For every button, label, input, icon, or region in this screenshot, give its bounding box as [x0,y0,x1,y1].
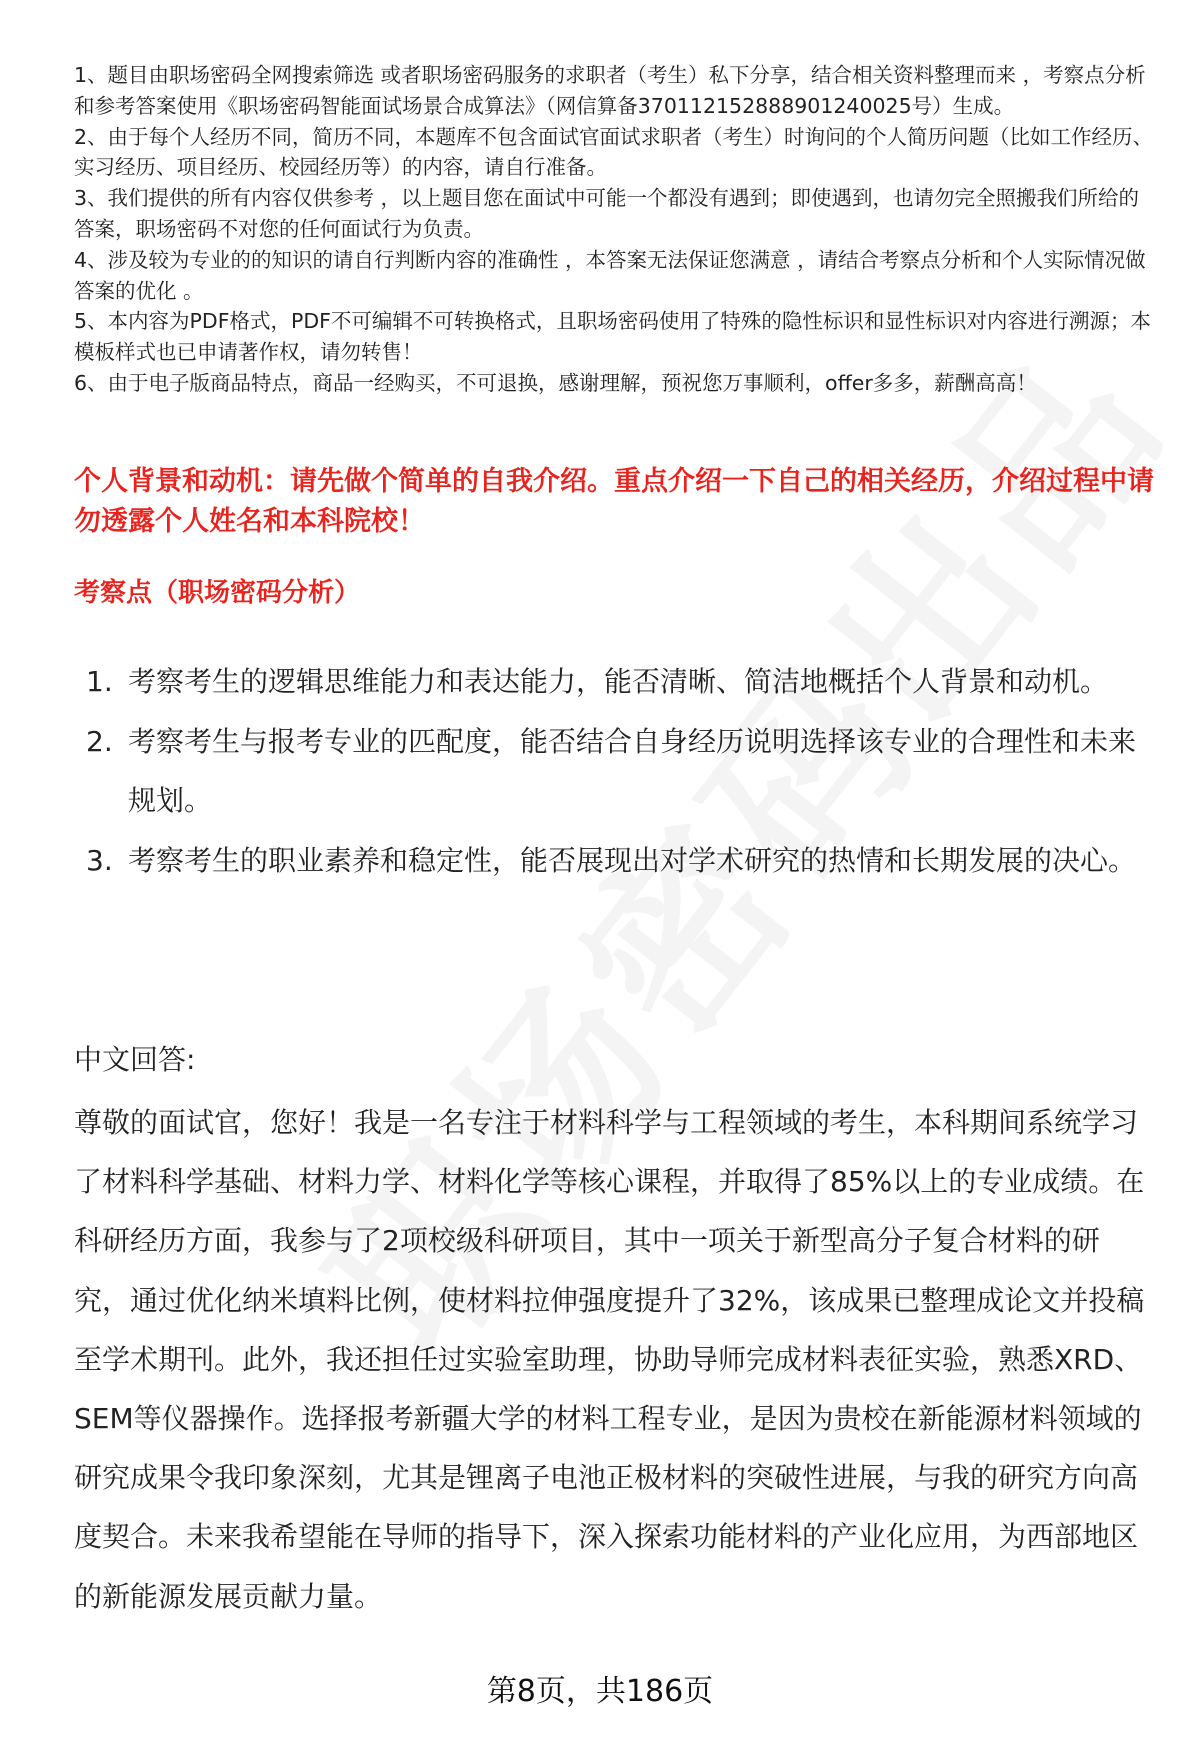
point-text: 考察考生与报考专业的匹配度，能否结合自身经历说明选择该专业的合理性和未来规划。 [128,725,1137,817]
notice-item: 2、由于每个人经历不同，简历不同，本题库不包含面试官面试求职者（考生）时询问的个人简历问题（比如工作经历、实习经历、项目经历、校园经历等）的内容，请自行准备。 [74,124,1154,180]
notice-item: 4、涉及较为专业的的知识的请自行判断内容的准确性 ，本答案无法保证您满意 ，请结合考察点分析和个人实际情况做答案的优化 。 [74,247,1146,303]
notice-item: 1、题目由职场密码全网搜索筛选 或者职场密码服务的求职者（考生）私下分享，结合相关资料整理而来 ，考察点分析和参考答案使用《职场密码智能面试场景合成算法》（网信算备370112152888901240025号）生成。 [74,63,1146,118]
point-text: 考察考生的逻辑思维能力和表达能力，能否清晰、简洁地概括个人背景和动机。 [128,665,1109,698]
assessment-point [74,712,1154,830]
page-number: 第8页，共186页 [486,1674,714,1709]
notice-block [74,60,1154,399]
answer-label: 中文回答: [74,1043,196,1076]
assessment-points-list [74,652,1154,891]
notice-item: 6、由于电子版商品特点，商品一经购买，不可退换，感谢理解，预祝您万事顺利，offer多多，薪酬高高！ [74,370,1037,395]
section-title: 考察点（职场密码分析） [74,578,361,608]
assessment-point [74,831,1154,890]
point-number: 3. [86,844,113,877]
assessment-point [74,652,1154,711]
point-text: 考察考生的职业素养和稳定性，能否展现出对学术研究的热情和长期发展的决心。 [128,844,1137,877]
answer-text: 尊敬的面试官，您好！我是一名专注于材料科学与工程领域的考生，本科期间系统学习了材料科学基础、材料力学、材料化学等核心课程，并取得了85%以上的专业成绩。在科研经历方面，我参与了2项校级科研项目，其中一项关于新型高分子复合材料的研究，通过优化纳米填料比例，使材料拉伸强度提升了32%，该成果已整理成论文并投稿至学术期刊。此外，我还担任过实验室助理，协助导师完成材料表征实验，熟悉XRD、SEM等仪器操作。选择报考新疆大学的材料工程专业，是因为贵校在新能源材料领域的研究成果令我印象深刻，尤其是锂离子电池正极材料的突破性进展，与我的研究方向高度契合。未来我希望能在导师的指导下，深入探索功能材料的产业化应用，为西部地区的新能源发展贡献力量。 [74,1106,1145,1613]
notice-item: 3、我们提供的所有内容仅供参考 ，以上题目您在面试中可能一个都没有遇到；即使遇到，也请勿完全照搬我们所给的答案，职场密码不对您的任何面试行为负责。 [74,186,1140,241]
notice-item: 5、本内容为PDF格式，PDF不可编辑不可转换格式，且职场密码使用了特殊的隐性标识和显性标识对内容进行溯源；本模板样式也已申请著作权，请勿转售！ [74,309,1151,365]
interview-question: 个人背景和动机：请先做个简单的自我介绍。重点介绍一下自己的相关经历，介绍过程中请勿透露个人姓名和本科院校！ [74,466,1154,537]
point-number: 2. [86,725,113,758]
point-number: 1. [86,665,113,698]
